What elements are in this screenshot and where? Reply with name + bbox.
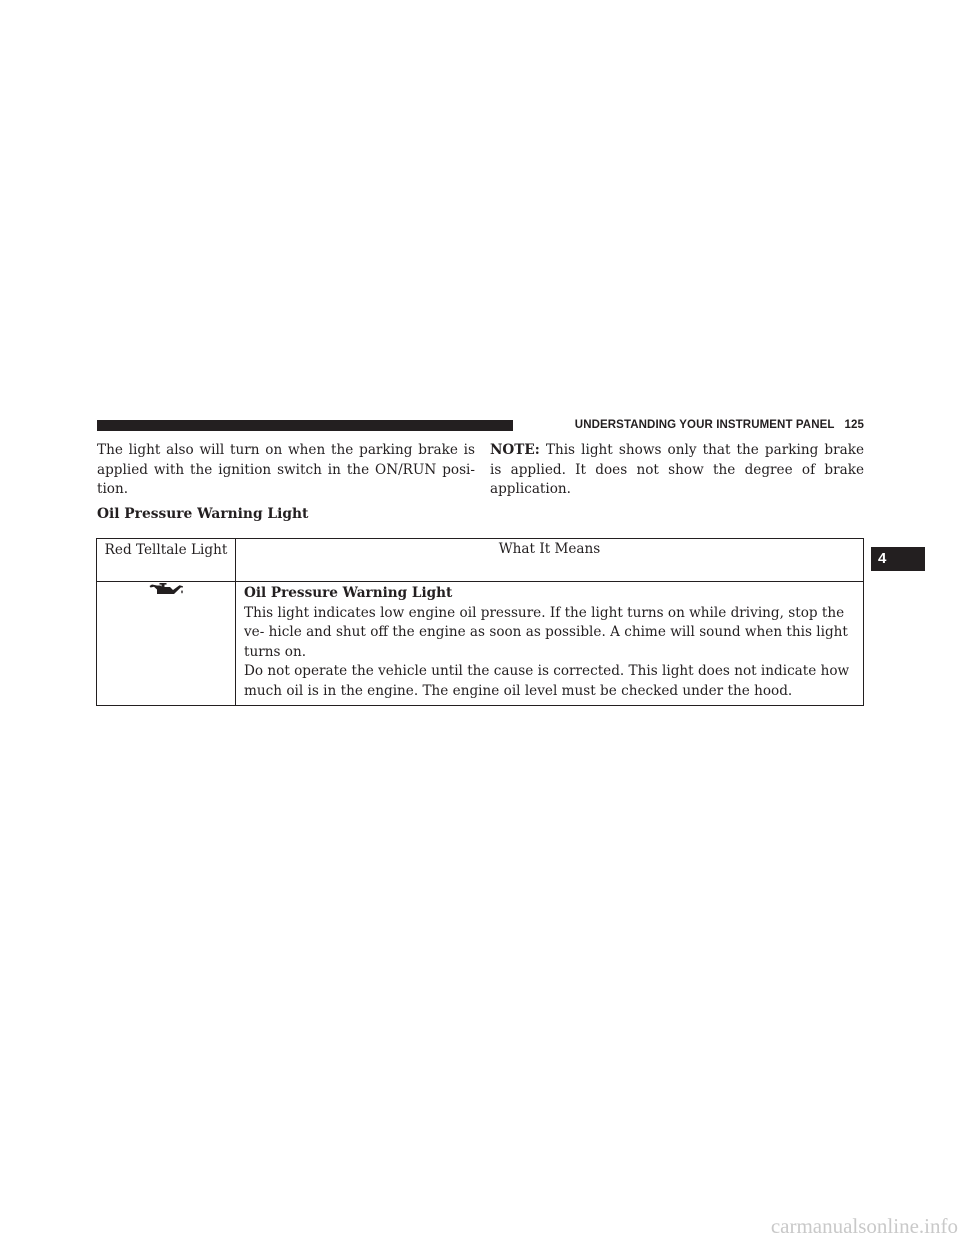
chapter-tab: 4 [871,547,925,571]
description-text: This light indicates low engine oil pressure. If the light turns on while driving, stop the ve- hicle and shut off the engine as soon as possible. A chime will sound when this light turns on. [244,604,848,660]
running-header [522,417,864,433]
page-number: 125 [844,419,864,431]
watermark: carmanualsonline.info [770,1214,958,1238]
section-heading: Oil Pressure Warning Light [97,506,309,522]
note-paragraph [490,441,864,500]
column-header-means: What It Means [236,539,864,582]
table-row [97,582,864,706]
oil-can-icon [148,582,184,596]
telltale-table [96,538,864,706]
header-rule-bar [97,420,513,431]
note-text: This light shows only that the parking brake is applied. It does not show the degree of brake application. [490,442,864,497]
icon-cell [97,582,236,706]
section-title: UNDERSTANDING YOUR INSTRUMENT PANEL [574,419,835,431]
description-text-2: Do not operate the vehicle until the cause is corrected. This light does not indicate how much oil is in the engine. The engine oil level must be checked under the hood. [244,663,850,699]
description-cell [236,582,864,706]
note-label: NOTE: [490,442,540,458]
table-header-row [97,539,864,582]
column-header-light: Red Telltale Light [97,539,236,582]
body-paragraph-left: The light also will turn on when the parking brake is applied with the ignition switch in the ON/RUN posi- tion. [97,442,475,497]
description-title: Oil Pressure Warning Light [244,585,453,601]
